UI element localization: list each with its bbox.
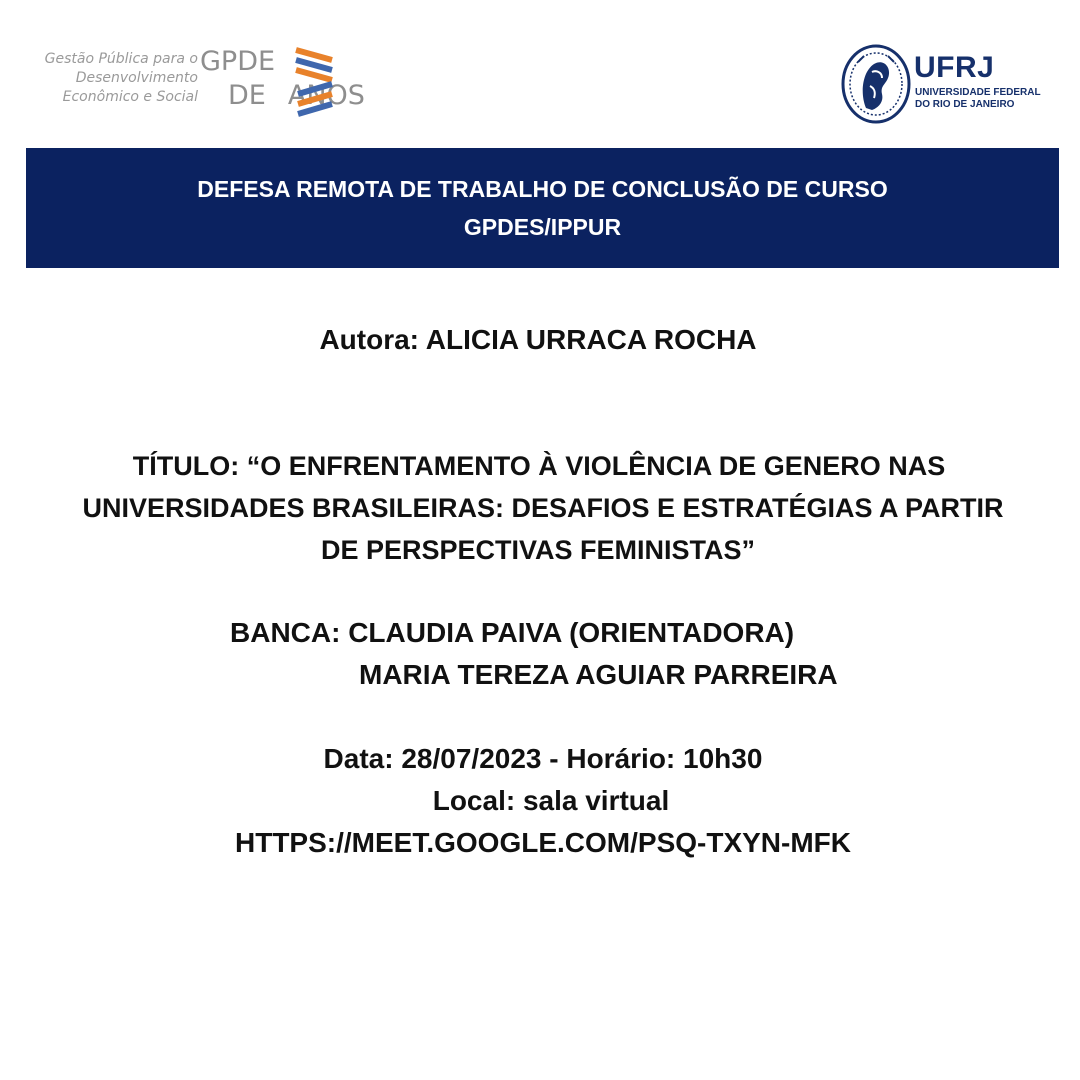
gpdes-word-bottom-left: DE bbox=[228, 80, 266, 111]
banner-heading: DEFESA REMOTA DE TRABALHO DE CONCLUSÃO DE CURSO bbox=[197, 176, 888, 202]
ufrj-seal-icon bbox=[840, 42, 912, 126]
gpdes-word-top: GPDE bbox=[200, 46, 276, 77]
committee-line: BANCA: CLAUDIA PAIVA (ORIENTADORA) bbox=[230, 617, 795, 648]
ufrj-name-line: UNIVERSIDADE FEDERAL bbox=[915, 87, 1041, 98]
date-time-line: Data: 28/07/2023 - Horário: 10h30 bbox=[323, 743, 763, 774]
thesis-title-line: TÍTULO: “O ENFRENTAMENTO À VIOLÊNCIA DE GENERO NAS bbox=[132, 451, 946, 481]
ufrj-abbreviation: UFRJ bbox=[914, 51, 995, 84]
author-line: Autora: ALICIA URRACA ROCHA bbox=[319, 324, 757, 355]
gpdes-tagline-line: Desenvolvimento bbox=[75, 70, 198, 86]
gpdes-word-bottom-right: ANOS bbox=[287, 80, 365, 111]
gpdes-wordmark bbox=[200, 44, 365, 120]
ufrj-logo bbox=[840, 42, 1050, 128]
gpdes-stripes-icon bbox=[292, 46, 338, 118]
ufrj-full-name bbox=[915, 87, 1055, 111]
title-banner bbox=[26, 148, 1059, 268]
banner-subheading: GPDES/IPPUR bbox=[463, 214, 622, 240]
thesis-title-line: UNIVERSIDADES BRASILEIRAS: DESAFIOS E ESTRATÉGIAS A PARTIR bbox=[82, 493, 1004, 523]
committee-line: MARIA TEREZA AGUIAR PARREIRA bbox=[359, 659, 838, 690]
gpdes-tagline-line: Gestão Pública para o bbox=[44, 51, 198, 67]
gpdes-logo bbox=[40, 40, 365, 120]
thesis-title-line: DE PERSPECTIVAS FEMINISTAS” bbox=[320, 535, 756, 565]
place-line: Local: sala virtual bbox=[432, 785, 670, 816]
meeting-link[interactable]: HTTPS://MEET.GOOGLE.COM/PSQ-TXYN-MFK bbox=[235, 827, 851, 858]
gpdes-tagline-line: Econômico e Social bbox=[62, 89, 198, 105]
ufrj-name-line: DO RIO DE JANEIRO bbox=[915, 99, 1015, 110]
gpdes-tagline bbox=[40, 50, 198, 107]
